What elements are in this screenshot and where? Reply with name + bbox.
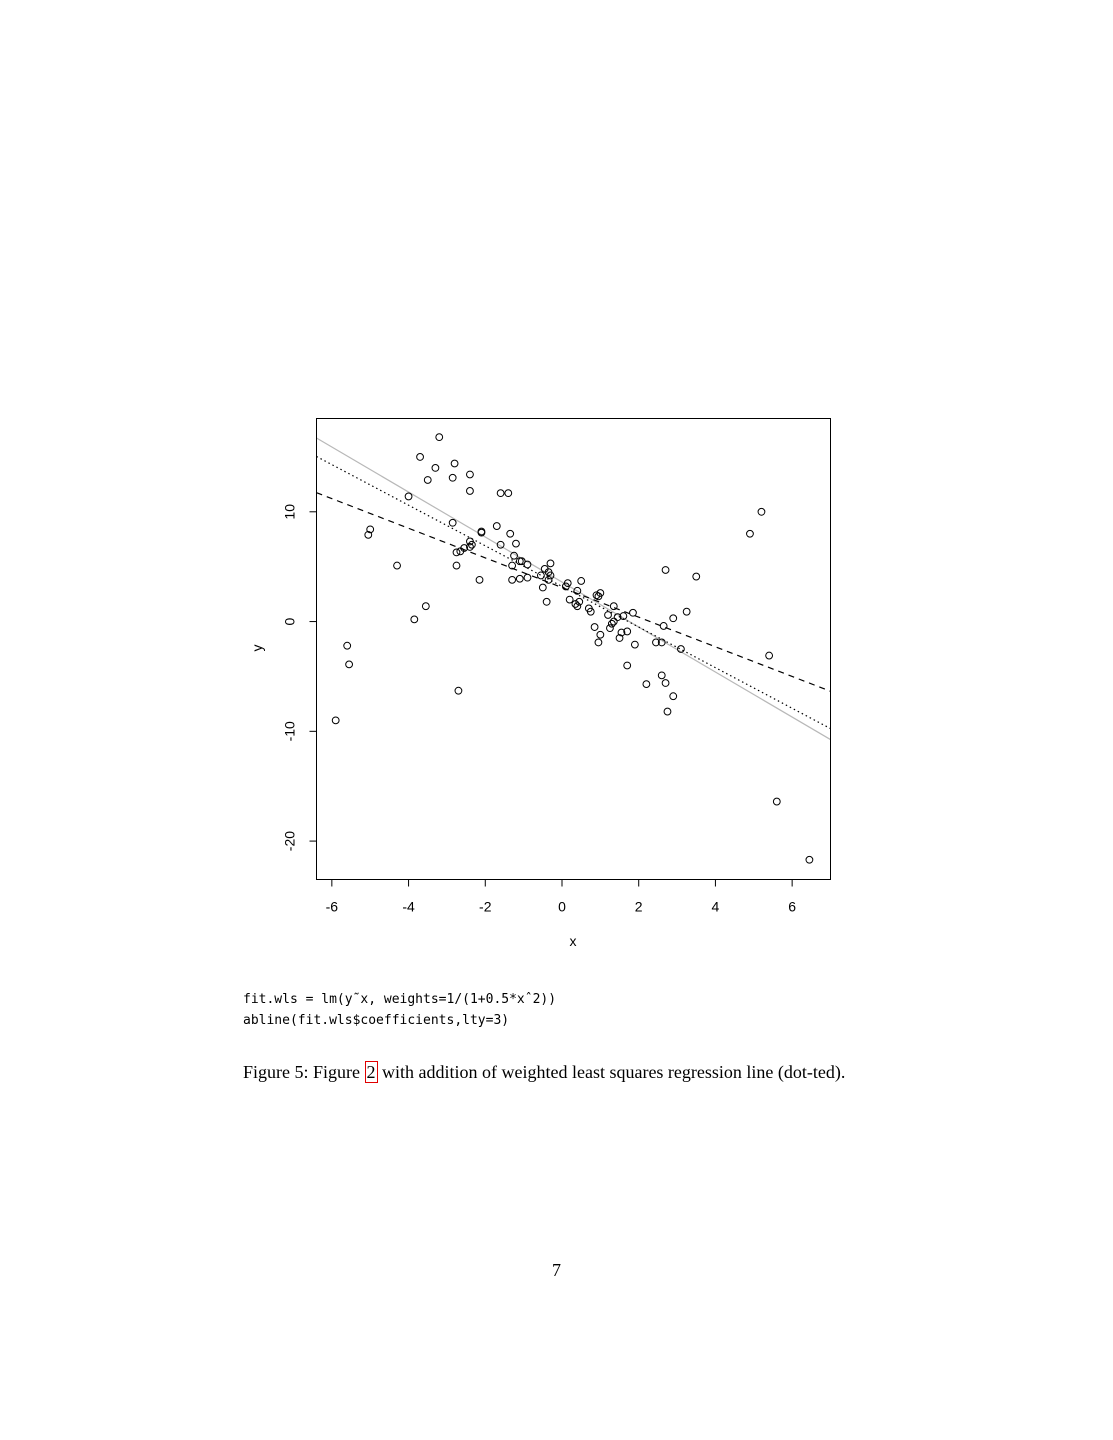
data-point [476, 576, 483, 583]
x-tick-label: 4 [711, 898, 720, 915]
data-point [683, 608, 690, 615]
code-line: fit.wls = lm(y˜x, weights=1/(1+0.5*xˆ2)) [243, 992, 557, 1007]
data-point [758, 508, 765, 515]
data-point [449, 474, 456, 481]
x-tick-label: 2 [634, 898, 643, 915]
data-point [605, 612, 612, 619]
y-tick-label: -20 [281, 830, 298, 852]
data-point [631, 641, 638, 648]
data-point [643, 681, 650, 688]
data-point [773, 798, 780, 805]
data-point [693, 573, 700, 580]
data-point [566, 596, 573, 603]
data-point [624, 662, 631, 669]
caption-text: with addition of weighted least squares regression line (dot-ted). [377, 1062, 846, 1082]
data-point [436, 434, 443, 441]
data-point [543, 598, 550, 605]
data-point [660, 623, 667, 630]
regression-line [317, 438, 831, 740]
data-point [747, 530, 754, 537]
data-point [451, 460, 458, 467]
data-point [493, 523, 500, 530]
x-tick-label: 6 [788, 898, 797, 915]
y-tick-label: -10 [281, 721, 298, 742]
y-tick-label: 10 [281, 504, 298, 520]
x-tick-label: -2 [479, 898, 492, 915]
data-point [405, 493, 412, 500]
data-point [547, 560, 554, 567]
data-point [766, 652, 773, 659]
y-axis-label: y [249, 644, 265, 652]
data-point [806, 856, 813, 863]
data-point [417, 454, 424, 461]
data-point [610, 603, 617, 610]
data-point [630, 609, 637, 616]
figure-caption [243, 1061, 871, 1084]
code-block [243, 989, 556, 1031]
data-point [513, 540, 520, 547]
regression-line [317, 493, 831, 692]
data-point [411, 616, 418, 623]
data-points [332, 434, 813, 863]
data-point [424, 477, 431, 484]
data-point [537, 572, 544, 579]
data-point [670, 693, 677, 700]
data-point [578, 578, 585, 585]
data-point [658, 672, 665, 679]
data-point [394, 562, 401, 569]
data-point [422, 603, 429, 610]
data-point [467, 471, 474, 478]
data-point [662, 567, 669, 574]
data-point [591, 624, 598, 631]
plot-frame [317, 419, 831, 880]
data-point [509, 576, 516, 583]
data-point [662, 680, 669, 687]
data-point [467, 488, 474, 495]
data-point [346, 661, 353, 668]
x-tick-label: -4 [402, 898, 415, 915]
caption-prefix: Figure 5: Figure [243, 1062, 360, 1082]
data-point [453, 562, 460, 569]
data-point [597, 631, 604, 638]
data-point [432, 464, 439, 471]
y-tick-label: 0 [281, 617, 298, 626]
data-point [505, 490, 512, 497]
figure-reference-link[interactable]: 2 [366, 1062, 376, 1082]
data-point [344, 642, 351, 649]
x-axis-label: x [569, 933, 577, 949]
data-point [607, 625, 614, 632]
data-point [332, 717, 339, 724]
page-number: 7 [552, 1260, 561, 1280]
data-point [595, 639, 602, 646]
data-point [449, 519, 456, 526]
code-line: abline(fit.wls$coefficients,lty=3) [243, 1013, 510, 1028]
x-tick-label: 0 [558, 898, 566, 915]
data-point [516, 575, 523, 582]
data-point [545, 576, 552, 583]
regression-lines [317, 438, 831, 740]
data-point [539, 584, 546, 591]
data-point [455, 687, 462, 694]
data-point [524, 574, 531, 581]
x-tick-label: -6 [325, 898, 339, 915]
data-point [497, 490, 504, 497]
data-point [507, 530, 514, 537]
data-point [453, 549, 460, 556]
data-point [664, 708, 671, 715]
data-point [670, 615, 677, 622]
